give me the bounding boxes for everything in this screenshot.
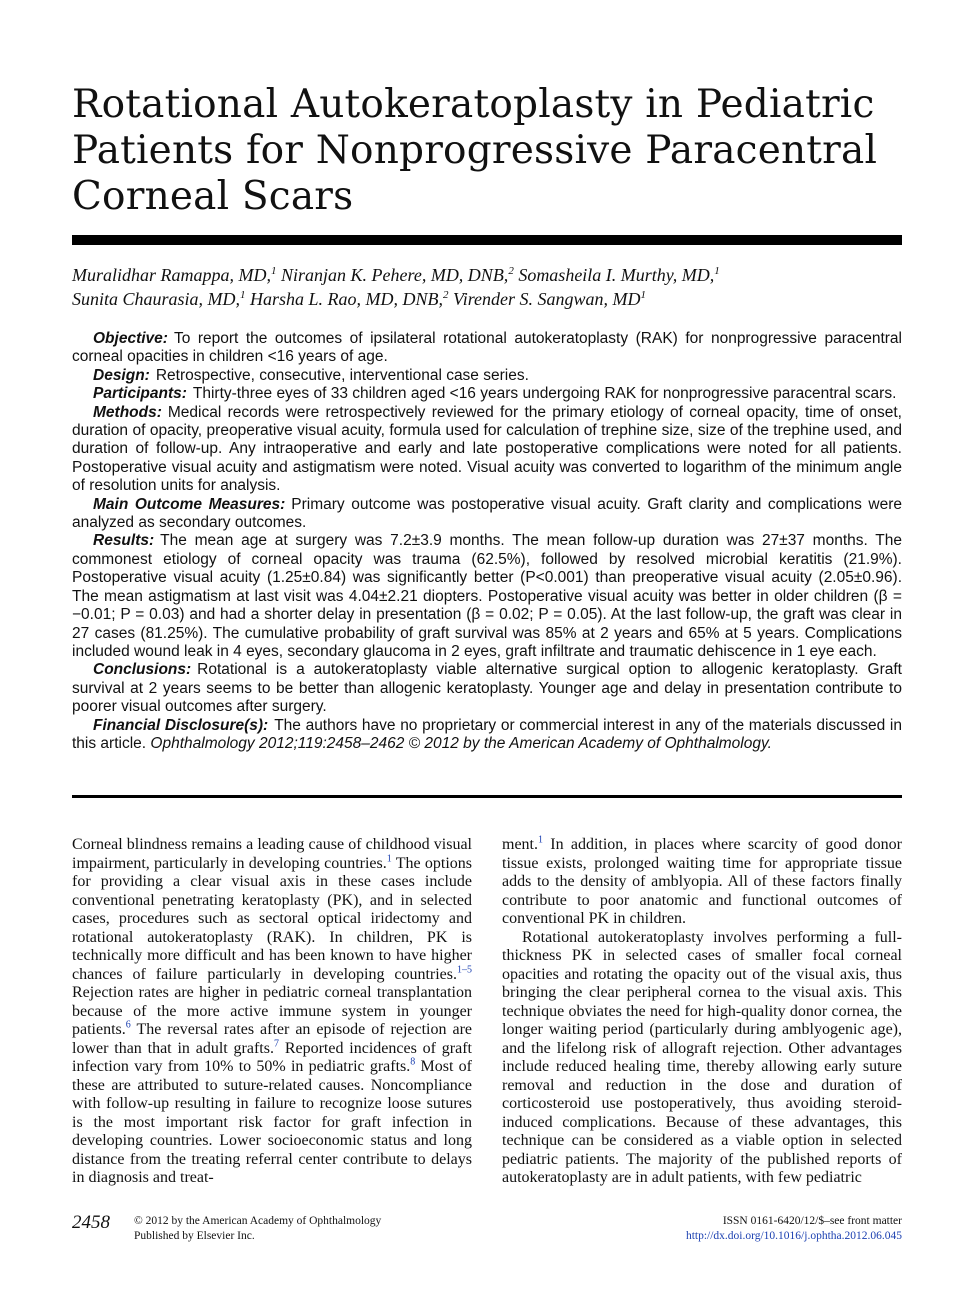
body-text: The reversal rates after an episode of rejection are lower than that in adult grafts. xyxy=(72,1021,472,1057)
title-line: Rotational Autokeratoplasty in Pediatric xyxy=(72,82,875,127)
article-title xyxy=(72,82,902,220)
body-column-right xyxy=(502,836,902,1188)
title-line: Corneal Scars xyxy=(72,174,354,219)
abstract-rule xyxy=(72,795,902,798)
journal-citation: Ophthalmology 2012;119:2458–2462 © 2012 by the American Academy of Ophthalmology. xyxy=(150,734,772,752)
body-text: Reported incidences of graft infection vary from 10% to 50% in pediatric grafts. xyxy=(72,1039,472,1075)
abstract xyxy=(72,330,902,753)
publisher-line: Published by Elsevier Inc. xyxy=(134,1230,255,1242)
section-label: Results: xyxy=(93,532,155,550)
section-text: Rotational is a autokeratoplasty viable alternative surgical option to allogenic keratoplasty. Graft survival at 2 years seems to be better than allogenic keratoplasty. Younger age and delay in presentation contribute to poorer visual outcomes after surgery. xyxy=(72,661,902,716)
author-affiliation: 2 xyxy=(443,289,449,301)
abstract-outcome-measures xyxy=(72,496,902,533)
body-column-left xyxy=(72,836,472,1188)
reference-link[interactable]: 1 xyxy=(538,834,543,846)
body-text: Rejection rates are higher in pediatric corneal transplantation because of the more active immune system in younger patients. xyxy=(72,984,472,1038)
author-name: Niranjan K. Pehere, MD, DNB, xyxy=(281,265,509,285)
page-number: 2458 xyxy=(72,1212,110,1233)
abstract-design xyxy=(72,367,902,385)
reference-link[interactable]: 7 xyxy=(273,1038,279,1050)
abstract-objective xyxy=(72,330,902,367)
issn-line: ISSN 0161-6420/12/$–see front matter xyxy=(722,1215,902,1227)
abstract-methods xyxy=(72,404,902,496)
abstract-results xyxy=(72,532,902,661)
title-rule xyxy=(72,235,902,245)
section-text: Medical records were retrospectively reviewed for the primary etiology of corneal opacity, time of onset, duration of opacity, preoperative visual acuity, formula used for calculation of trephine size, size of the trephine used, and duration of follow-up. Any intraoperative and early and late postoperative complications were noted for all patients. Postoperative visual acuity and astigmatism were noted. Visual acuity was converted to logarithm of the minimum angle of resolution units for analysis. xyxy=(72,403,902,495)
body-paragraph xyxy=(502,836,902,929)
author-name: Muralidhar Ramappa, MD, xyxy=(72,265,271,285)
section-text: Thirty-three eyes of 33 children aged <16 years undergoing RAK for nonprogressive paracentral scars. xyxy=(192,385,897,403)
author-affiliation: 1 xyxy=(271,265,277,277)
author-affiliation: 1 xyxy=(640,289,647,301)
section-text: Primary outcome was postoperative visual acuity. Graft clarity and complications were analyzed as secondary outcomes. xyxy=(72,495,902,532)
copyright-line: © 2012 by the American Academy of Ophthalmology xyxy=(134,1215,382,1227)
section-text: To report the outcomes of ipsilateral rotational autokeratoplasty (RAK) for nonprogressive paracentral corneal opacities in children <16 years of age. xyxy=(72,330,902,366)
author-line xyxy=(72,263,902,287)
author-name: Somasheila I. Murthy, MD, xyxy=(518,265,715,285)
author-name: Virender S. Sangwan, MD xyxy=(453,289,641,309)
section-label: Design: xyxy=(93,366,150,384)
body-paragraph: Rotational autokeratoplasty involves performing a full-thickness PK in selected cases of smaller focal corneal opacities and rotating the opacity out of the visual axis, thus bringing the clear peripheral cornea to the visual axis. This technique obviates the need for high-quality donor cornea, the longer waiting period (particularly during amblyogenic age), and the lifelong risk of allograft rejection. Other advantages include reduced healing time, thereby allowing early suture removal and reduction in the dose and duration of corticosteroid use postoperatively, thus avoiding steroid-induced complications. Because of these advantages, this technique can be considered as a viable option in selected pediatric patients. The majority of the published reports of autokeratoplasty are in adult patients, with few pediatric xyxy=(502,928,902,1186)
author-line xyxy=(72,287,902,311)
section-text: The authors have no proprietary or commercial interest in any of the materials discussed in this article. xyxy=(72,716,902,752)
reference-link[interactable]: 1–5 xyxy=(457,964,472,976)
section-label: Objective: xyxy=(93,330,168,347)
abstract-disclosure xyxy=(72,717,902,754)
issn-block xyxy=(686,1214,902,1244)
author-name: Harsha L. Rao, MD, DNB, xyxy=(250,289,444,309)
section-text: The mean age at surgery was 7.2±3.9 months. The mean follow-up duration was 27±37 months. The commonest etiology of corneal opacity was trauma (62.5%), followed by resolved microbial keratitis (21.9%). Postoperative visual acuity (1.25±0.84) was significantly better (P<0.001) than preoperative visual acuity (2.05±0.96). The mean astigmatism at last visit was 4.04±2.21 diopters. Postoperative visual acuity was better in older children (β = −0.01; P = 0.03) and had a shorter delay in presentation (β = 0.02; P = 0.05). At the last follow-up, the graft was clear in 27 cases (81.25%). The cumulative probability of graft survival was 85% at 2 years and 65% at 5 years. Complications included wound leak in 4 eyes, secondary glaucoma in 2 eyes, graft infiltrate and traumatic dehiscence in 1 eye each. xyxy=(72,532,902,660)
copyright-notice xyxy=(134,1214,381,1244)
body-text: ment. xyxy=(502,836,538,853)
reference-link[interactable]: 8 xyxy=(410,1056,416,1068)
author-affiliation: 2 xyxy=(508,265,514,277)
body-text: The options for providing a clear visual axis in these cases include conventional penetrating keratoplasty (PK), and in selected cases, procedures such as sectoral optical iridectomy and rotational autokeratoplasty (RAK). In children, PK is technically more difficult and has been known to have higher chances of failure particularly in developing countries. xyxy=(72,854,473,983)
reference-link[interactable]: 6 xyxy=(125,1019,131,1031)
body-paragraph xyxy=(72,836,472,1188)
section-label: Main Outcome Measures: xyxy=(93,495,286,513)
abstract-participants xyxy=(72,385,902,403)
doi-link[interactable]: http://dx.doi.org/10.1016/j.ophtha.2012.06.045 xyxy=(685,1230,902,1242)
section-label: Conclusions: xyxy=(93,661,192,679)
body-text: Corneal blindness remains a leading cause of childhood visual impairment, particularly in developing countries. xyxy=(72,836,472,872)
author-name: Sunita Chaurasia, MD, xyxy=(72,289,241,309)
section-label: Participants: xyxy=(93,385,187,403)
title-line: Patients for Nonprogressive Paracentral xyxy=(72,128,878,173)
author-affiliation: 1 xyxy=(240,289,246,301)
author-list xyxy=(72,263,902,311)
section-label: Financial Disclosure(s): xyxy=(93,716,269,734)
abstract-conclusions xyxy=(72,661,902,716)
body-text: Most of these are attributed to suture-related causes. Noncompliance with follow-up resulting in failure to recognize loose sutures is the most important risk factor for graft infection in developing countries. Lower socioeconomic status and long distance from the treating referral center contribute to delays in diagnosis and treat- xyxy=(72,1058,472,1186)
section-label: Methods: xyxy=(93,403,162,421)
reference-link[interactable]: 1 xyxy=(386,853,392,865)
section-text: Retrospective, consecutive, interventional case series. xyxy=(155,366,529,384)
author-affiliation: 1 xyxy=(714,265,720,277)
body-text: In addition, in places where scarcity of good donor tissue exists, prolonged waiting time for appropriate tissue adds to the density of amblyopia. All of these factors finally contribute to poor anatomic and functional outcomes of conventional PK in children. xyxy=(502,836,902,927)
